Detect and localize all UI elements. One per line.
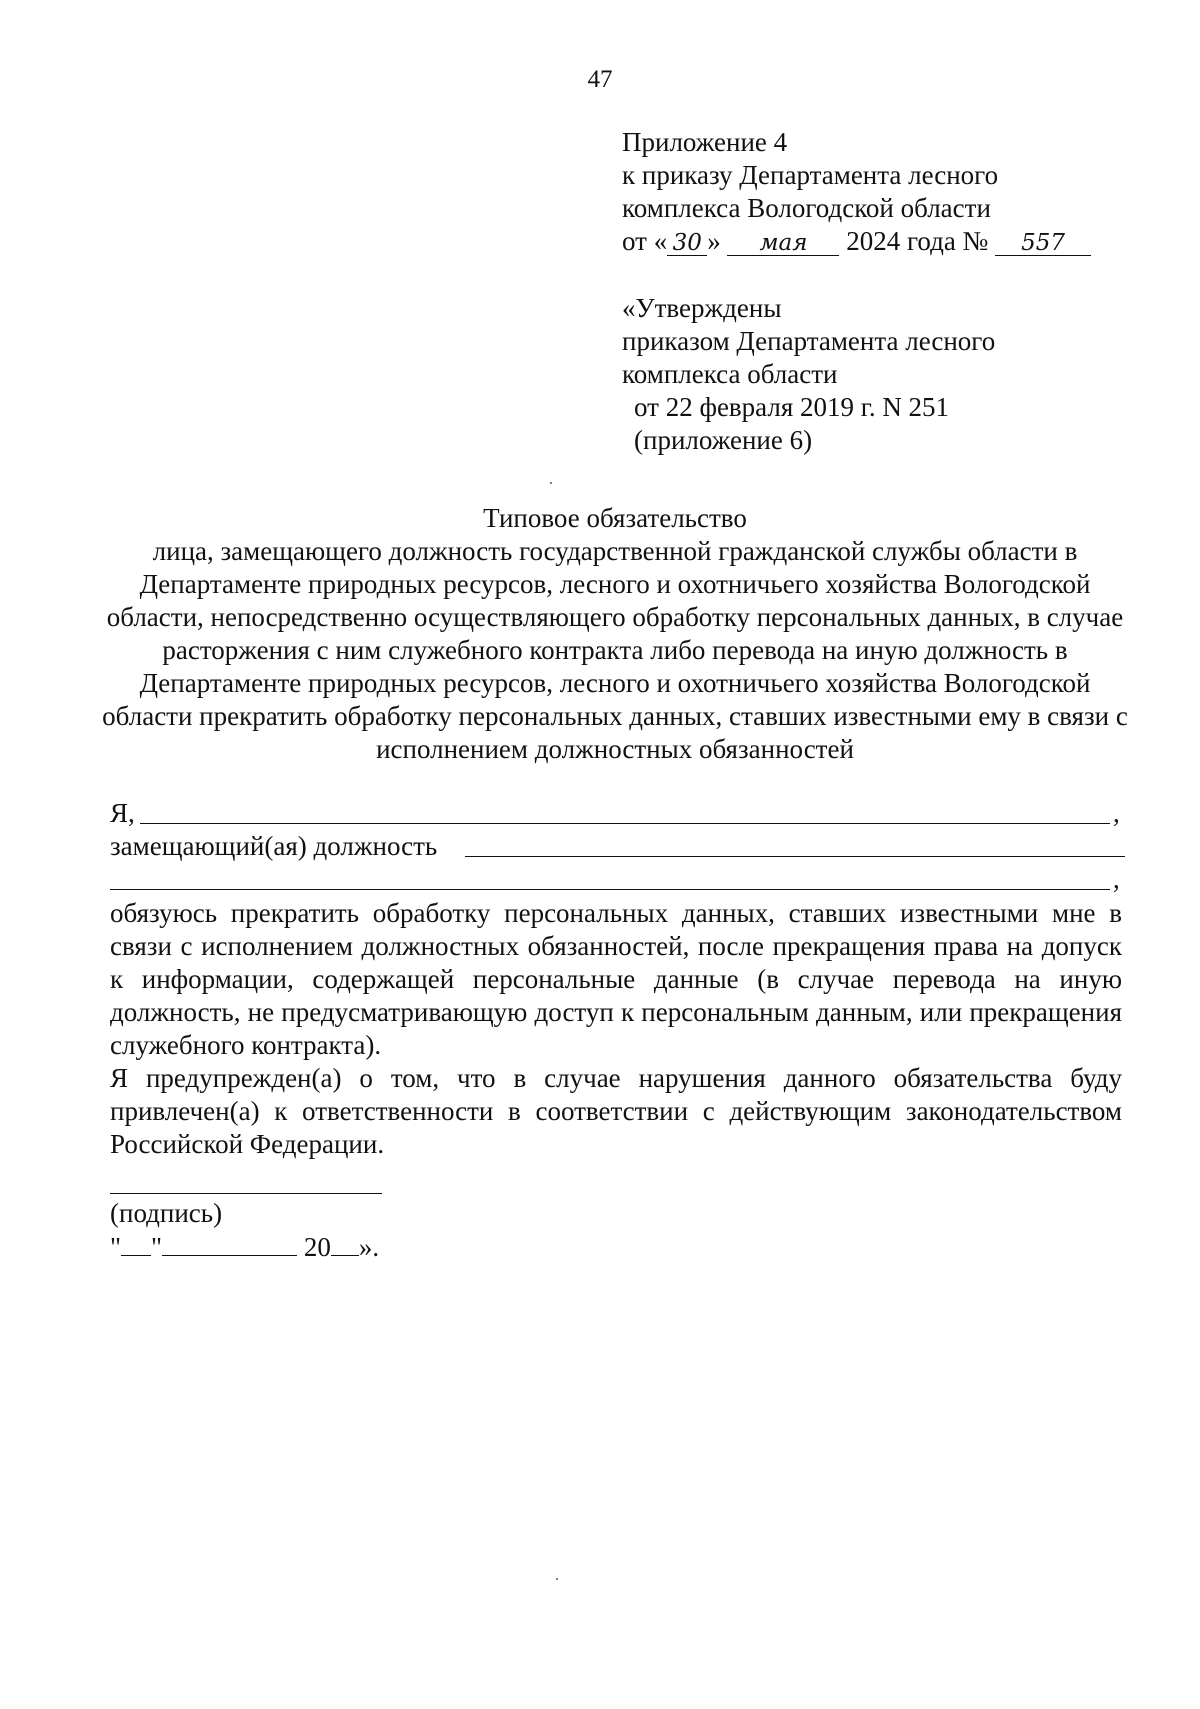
date-open-quote: " <box>110 1232 122 1262</box>
month-blank[interactable] <box>162 1233 297 1256</box>
warning-paragraph: Я предупрежден(а) о том, что в случае нарушения данного обязательства буду привлечен(а) к ответственности в соответствии с действующим законодательством Российской Федерации. <box>110 1063 1122 1159</box>
appendix-line: к приказу Департамента лесного <box>622 160 999 190</box>
date-close: ». <box>358 1232 380 1262</box>
day-blank[interactable] <box>121 1233 151 1256</box>
handwritten-month: мая <box>727 231 839 256</box>
approved-title: «Утверждены <box>622 293 782 323</box>
position-blank-continued[interactable] <box>110 889 1110 890</box>
position-continuation-line <box>110 864 1135 896</box>
signature-label: (подпись) <box>110 1198 223 1228</box>
approved-order-date: от 22 февраля 2019 г. N 251 <box>634 392 950 422</box>
date-year: 2024 года № <box>846 226 989 256</box>
year-prefix: 20 <box>303 1232 331 1262</box>
trailing-comma: , <box>1113 864 1120 894</box>
approved-appendix-ref: (приложение 6) <box>634 425 813 455</box>
signature-line[interactable] <box>110 1193 382 1194</box>
document-title: Типовое обязательство <box>483 503 747 533</box>
name-blank[interactable] <box>140 823 1110 824</box>
i-label: Я, <box>110 798 135 828</box>
page-number: 47 <box>587 66 613 93</box>
approved-block <box>622 292 995 457</box>
trailing-comma: , <box>1113 798 1120 828</box>
appendix-title: Приложение 4 <box>622 127 788 157</box>
position-fill-line <box>110 831 1135 863</box>
handwritten-day: 30 <box>667 231 707 256</box>
name-fill-line <box>110 798 1135 830</box>
appendix-line: комплекса Вологодской области <box>622 193 991 223</box>
position-label: замещающий(ая) должность <box>110 831 438 861</box>
handwritten-order-number: 557 <box>995 231 1091 256</box>
obligation-text <box>110 897 1122 1161</box>
date-prefix: от « <box>622 226 668 256</box>
position-blank[interactable] <box>465 856 1125 857</box>
obligation-paragraph: обязуюсь прекратить обработку персональных данных, ставших известными мне в связи с исполнением должностных обязанностей, после прекращения права на допуск к информации, содержащей персональные данные (в случае перевода на иную должность, не предусматривающую доступ к персональным данным, или прекращения служебного контракта). <box>110 898 1122 1060</box>
document-title-block <box>100 502 1130 766</box>
scan-speck <box>556 1578 558 1580</box>
date-mid-quote: " <box>151 1232 163 1262</box>
approved-line: приказом Департамента лесного <box>622 326 996 356</box>
year-blank[interactable] <box>331 1233 359 1256</box>
signature-date-line <box>110 1232 379 1263</box>
appendix-header <box>622 126 1091 258</box>
date-close-quote: » <box>707 226 721 256</box>
approved-line: комплекса области <box>622 359 838 389</box>
appendix-date-line <box>622 225 1091 258</box>
scan-speck <box>550 482 552 484</box>
document-subtitle: лица, замещающего должность государственной гражданской службы области в Департаменте природных ресурсов, лесного и охотничьего хозяйства Вологодской области, непосредственно осуществляющего обработку персональных данных, в случае расторжения с ним служебного контракта либо перевода на иную должность в Департаменте природных ресурсов, лесного и охотничьего хозяйства Вологодской области прекратить обработку персональных данных, ставших известными ему в связи с исполнением должностных обязанностей <box>102 536 1128 764</box>
